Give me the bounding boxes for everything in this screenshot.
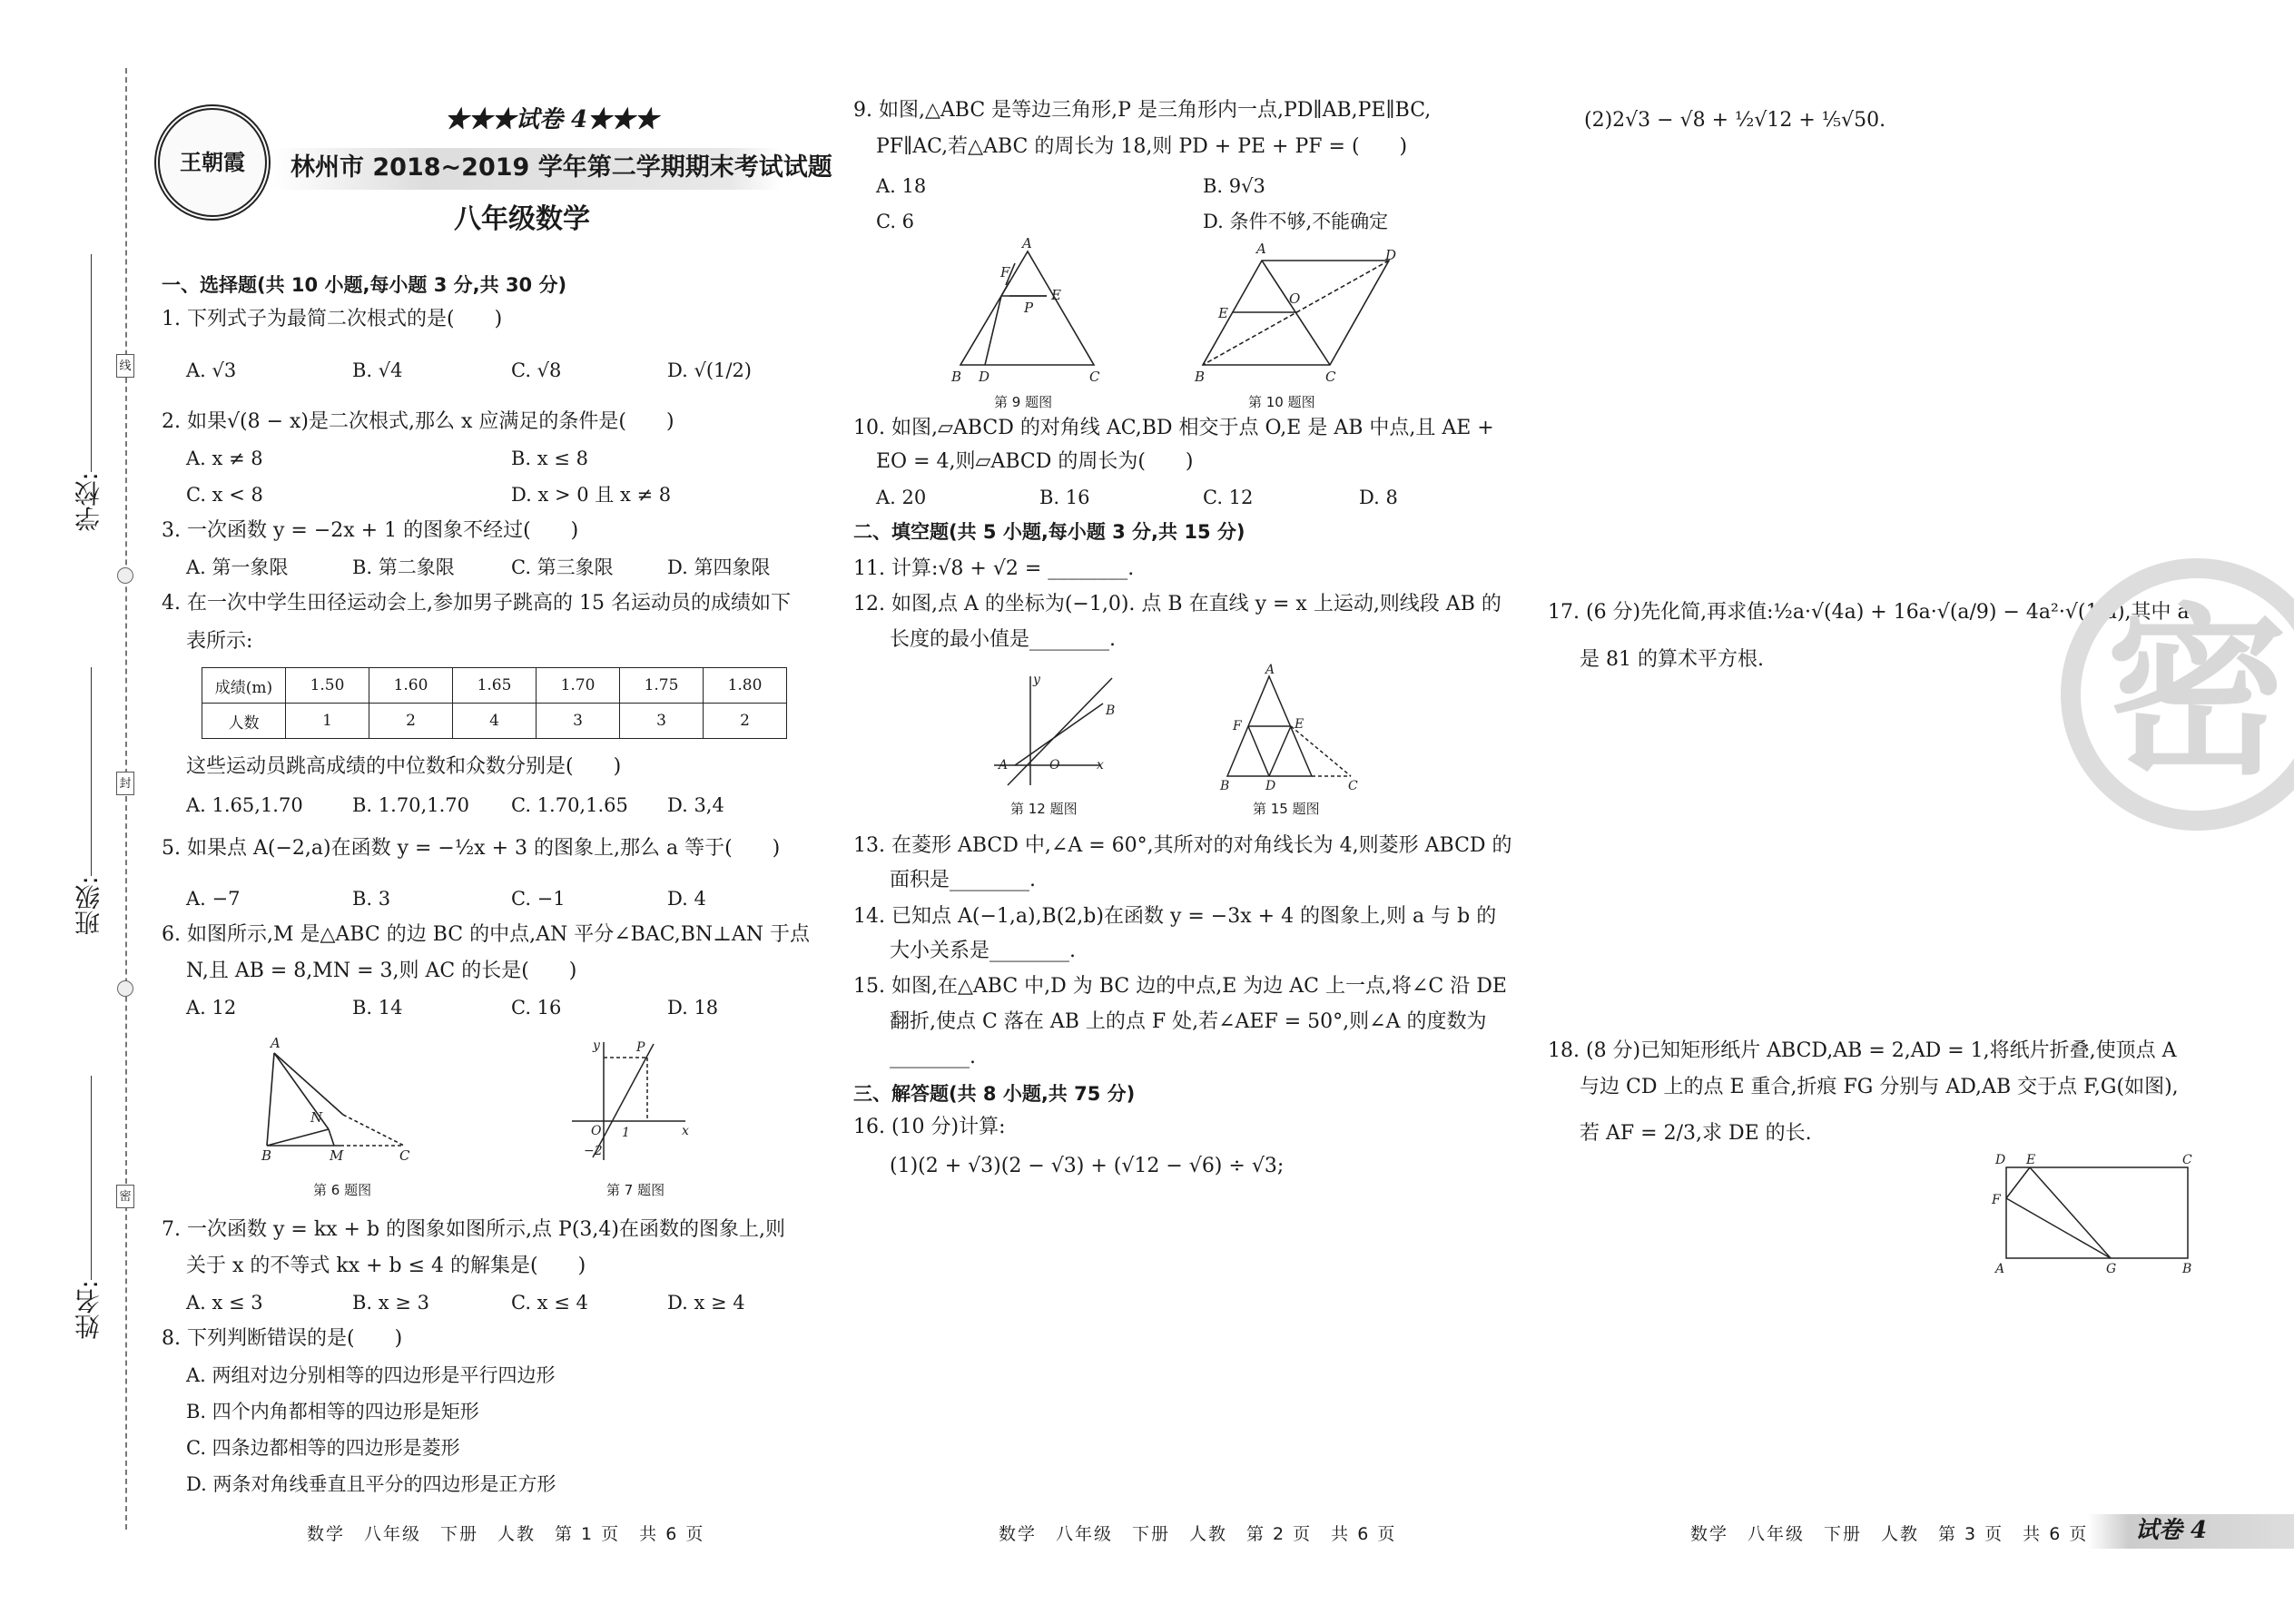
- q4-opt-d[interactable]: D. 3,4: [667, 794, 724, 816]
- logo-text: 王朝霞: [180, 149, 245, 175]
- svg-text:P: P: [1024, 300, 1034, 316]
- svg-text:A: A: [1256, 241, 1266, 257]
- svg-text:C: C: [1325, 369, 1336, 385]
- q6-opt-b[interactable]: B. 14: [352, 997, 403, 1019]
- q5-opt-b[interactable]: B. 3: [352, 888, 391, 910]
- table-cell: 3: [620, 704, 704, 739]
- section-fill: 二、填空题(共 5 小题,每小题 3 分,共 15 分): [853, 521, 1245, 543]
- q7-opt-c[interactable]: C. x ≤ 4: [511, 1292, 588, 1314]
- logo: [154, 104, 271, 221]
- seal-mark-secret: 密: [116, 1185, 134, 1208]
- q17-line2: 是 81 的算术平方根.: [1580, 648, 1764, 671]
- q18-line3: 若 AF = 2/3,求 DE 的长.: [1580, 1122, 1812, 1145]
- q1-opt-a[interactable]: A. √3: [186, 359, 237, 381]
- subject-title: 八年级数学: [454, 203, 590, 235]
- q6-opt-d[interactable]: D. 18: [667, 997, 719, 1019]
- q10-opt-d[interactable]: D. 8: [1359, 487, 1398, 508]
- footer-page1: 数学 八年级 下册 人教 第 1 页 共 6 页: [307, 1524, 705, 1544]
- q18-line1: 18. (8 分)已知矩形纸片 ABCD,AB = 2,AD = 1,将纸片折叠,使顶点 A: [1548, 1039, 2177, 1062]
- q6-opt-a[interactable]: A. 12: [186, 997, 237, 1019]
- svg-text:F: F: [1992, 1193, 2001, 1207]
- q14-line2: 大小关系是________.: [890, 940, 1076, 962]
- seal-mark-seal: 封: [116, 772, 134, 795]
- svg-text:y: y: [1033, 673, 1040, 687]
- q18-line2: 与边 CD 上的点 E 重合,折痕 FG 分别与 AD,AB 交于点 F,G(如图),: [1580, 1076, 2179, 1098]
- footer-page3: 数学 八年级 下册 人教 第 3 页 共 6 页: [1690, 1524, 2089, 1544]
- class-label: 班级:: [74, 876, 103, 936]
- svg-text:E: E: [1051, 287, 1061, 303]
- q1-opt-c[interactable]: C. √8: [511, 359, 562, 381]
- q5: 5. 如果点 A(−2,a)在函数 y = −½x + 3 的图象上,那么 a 等于( ): [162, 837, 781, 860]
- svg-text:B: B: [261, 1147, 272, 1162]
- figure-7: [567, 1035, 694, 1162]
- class-field[interactable]: [91, 667, 92, 876]
- svg-text:F: F: [1233, 719, 1242, 733]
- svg-text:F: F: [1000, 264, 1010, 281]
- q4-opt-c[interactable]: C. 1.70,1.65: [511, 794, 628, 816]
- q5-opt-a[interactable]: A. −7: [186, 888, 241, 910]
- q12-line1: 12. 如图,点 A 的坐标为(−1,0). 点 B 在直线 y = x 上运动,则线段 AB 的: [853, 593, 1501, 615]
- svg-text:G: G: [2106, 1262, 2117, 1274]
- table-cell: 1.75: [620, 668, 704, 704]
- svg-text:O: O: [1289, 290, 1301, 307]
- svg-text:E: E: [2026, 1153, 2036, 1167]
- svg-text:C: C: [1089, 369, 1100, 385]
- svg-text:A: A: [1265, 663, 1275, 677]
- q8-opt-b[interactable]: B. 四个内角都相等的四边形是矩形: [186, 1401, 479, 1422]
- q3: 3. 一次函数 y = −2x + 1 的图象不经过( ): [162, 519, 579, 542]
- table-cell: 1.80: [704, 668, 787, 704]
- svg-text:D: D: [979, 369, 990, 385]
- q2-opt-a[interactable]: A. x ≠ 8: [186, 448, 263, 469]
- score-table: [202, 667, 787, 739]
- table-cell: 1.60: [369, 668, 453, 704]
- seal-mark-line: 线: [116, 354, 134, 378]
- table-cell: 4: [453, 704, 537, 739]
- caption-fig6: 第 6 题图: [313, 1182, 372, 1198]
- svg-text:E: E: [1295, 717, 1305, 732]
- q7-opt-b[interactable]: B. x ≥ 3: [352, 1292, 429, 1314]
- table-cell: 成绩(m): [202, 668, 286, 704]
- q6-opt-c[interactable]: C. 16: [511, 997, 562, 1019]
- q9-line1: 9. 如图,△ABC 是等边三角形,P 是三角形内一点,PD∥AB,PE∥BC,: [853, 99, 1432, 122]
- q4-opt-b[interactable]: B. 1.70,1.70: [352, 794, 469, 816]
- svg-text:O: O: [1049, 758, 1060, 773]
- svg-text:1: 1: [622, 1126, 630, 1140]
- q10-opt-c[interactable]: C. 12: [1203, 487, 1254, 508]
- table-row: [202, 668, 787, 704]
- footer-badge: 试卷 4: [2135, 1517, 2208, 1544]
- caption-fig7: 第 7 题图: [606, 1182, 665, 1198]
- svg-text:A: A: [1995, 1262, 2005, 1274]
- paper-series: ★★★试卷 4★★★: [445, 106, 659, 133]
- figure-15: [1216, 663, 1371, 794]
- q10-line1: 10. 如图,▱ABCD 的对角线 AC,BD 相交于点 O,E 是 AB 中点,且 AE +: [853, 417, 1494, 439]
- q1: 1. 下列式子为最简二次根式的是( ): [162, 308, 503, 330]
- q7-opt-a[interactable]: A. x ≤ 3: [186, 1292, 263, 1314]
- school-field[interactable]: [91, 254, 92, 472]
- svg-text:A: A: [271, 1035, 281, 1051]
- hole-1: [117, 567, 133, 584]
- q4-opt-a[interactable]: A. 1.65,1.70: [186, 794, 303, 816]
- q9-opt-c[interactable]: C. 6: [876, 211, 915, 232]
- q3-opt-c[interactable]: C. 第三象限: [511, 556, 614, 578]
- svg-text:D: D: [1265, 779, 1276, 793]
- svg-text:−2: −2: [584, 1144, 603, 1158]
- table-cell: 人数: [202, 704, 286, 739]
- q8: 8. 下列判断错误的是( ): [162, 1327, 403, 1350]
- svg-text:B: B: [1220, 779, 1230, 793]
- table-cell: 1.50: [286, 668, 369, 704]
- q13-line1: 13. 在菱形 ABCD 中,∠A = 60°,其所对的对角线长为 4,则菱形 ABCD 的: [853, 834, 1512, 857]
- figure-10: [1189, 238, 1416, 388]
- svg-text:A: A: [1022, 238, 1032, 251]
- svg-text:D: D: [1385, 247, 1397, 263]
- q11: 11. 计算:√8 + √2 = ________.: [853, 557, 1135, 580]
- table-cell: 2: [704, 704, 787, 739]
- q1-opt-d[interactable]: D. √(1/2): [667, 359, 753, 381]
- q8-opt-a[interactable]: A. 两组对边分别相等的四边形是平行四边形: [186, 1364, 556, 1386]
- q3-opt-d[interactable]: D. 第四象限: [667, 556, 771, 578]
- q6-line2: N,且 AB = 8,MN = 3,则 AC 的长是( ): [186, 960, 577, 982]
- q9-opt-a[interactable]: A. 18: [876, 175, 927, 197]
- svg-text:N: N: [310, 1109, 323, 1126]
- q8-opt-d[interactable]: D. 两条对角线垂直且平分的四边形是正方形: [186, 1473, 556, 1495]
- svg-text:E: E: [1218, 305, 1228, 321]
- figure-9: [944, 238, 1117, 388]
- figure-6: [254, 1035, 427, 1162]
- q2-opt-c[interactable]: C. x < 8: [186, 484, 263, 506]
- q13-line2: 面积是________.: [890, 869, 1036, 891]
- q2-opt-d[interactable]: D. x > 0 且 x ≠ 8: [511, 484, 672, 506]
- q8-opt-c[interactable]: C. 四条边都相等的四边形是菱形: [186, 1437, 460, 1459]
- q15-line2: 翻折,使点 C 落在 AB 上的点 F 处,若∠AEF = 50°,则∠A 的度数为: [890, 1010, 1487, 1033]
- caption-fig15: 第 15 题图: [1253, 801, 1320, 817]
- q5-opt-c[interactable]: C. −1: [511, 888, 566, 910]
- table-cell: 1.70: [537, 668, 620, 704]
- q4-line1: 4. 在一次中学生田径运动会上,参加男子跳高的 15 名运动员的成绩如下: [162, 592, 791, 615]
- q7-line1: 7. 一次函数 y = kx + b 的图象如图所示,点 P(3,4)在函数的图象上,则: [162, 1218, 785, 1241]
- svg-text:B: B: [1195, 369, 1206, 385]
- hole-2: [117, 980, 133, 997]
- svg-text:O: O: [591, 1124, 602, 1138]
- table-cell: 2: [369, 704, 453, 739]
- table-cell: 3: [537, 704, 620, 739]
- q2: 2. 如果√(8 − x)是二次根式,那么 x 应满足的条件是( ): [162, 410, 674, 433]
- caption-fig12: 第 12 题图: [1010, 801, 1078, 817]
- svg-text:D: D: [1995, 1153, 2006, 1167]
- q16: 16. (10 分)计算:: [853, 1116, 1006, 1138]
- svg-text:P: P: [636, 1040, 645, 1055]
- q16-part2: (2)2√3 − √8 + ½√12 + ⅕√50.: [1584, 109, 1886, 132]
- q14-line1: 14. 已知点 A(−1,a),B(2,b)在函数 y = −3x + 4 的图象上,则 a 与 b 的: [853, 905, 1497, 928]
- svg-text:x: x: [1097, 758, 1104, 773]
- q9-opt-d[interactable]: D. 条件不够,不能确定: [1203, 211, 1389, 232]
- q15-line3: ________.: [890, 1046, 976, 1068]
- q12-line2: 长度的最小值是________.: [890, 628, 1116, 651]
- name-field[interactable]: [91, 1076, 92, 1280]
- school-label: 学校:: [74, 472, 103, 532]
- binding-line: [125, 68, 127, 1530]
- q5-opt-d[interactable]: D. 4: [667, 888, 706, 910]
- q4-line3: 这些运动员跳高成绩的中位数和众数分别是( ): [186, 755, 622, 778]
- q7-opt-d[interactable]: D. x ≥ 4: [667, 1292, 745, 1314]
- svg-text:C: C: [2182, 1153, 2192, 1167]
- svg-text:y: y: [593, 1038, 600, 1053]
- q2-opt-b[interactable]: B. x ≤ 8: [511, 448, 588, 469]
- q1-opt-b[interactable]: B. √4: [352, 359, 403, 381]
- q10-opt-a[interactable]: A. 20: [876, 487, 927, 508]
- figure-12: [989, 667, 1126, 790]
- q16-part1: (1)(2 + √3)(2 − √3) + (√12 − √6) ÷ √3;: [890, 1155, 1285, 1177]
- svg-text:B: B: [2182, 1262, 2192, 1274]
- footer-page2: 数学 八年级 下册 人教 第 2 页 共 6 页: [999, 1524, 1397, 1544]
- section-answer: 三、解答题(共 8 小题,共 75 分): [853, 1083, 1136, 1105]
- q3-opt-a[interactable]: A. 第一象限: [186, 556, 289, 578]
- q9-opt-b[interactable]: B. 9√3: [1203, 175, 1265, 197]
- q3-opt-b[interactable]: B. 第二象限: [352, 556, 455, 578]
- svg-text:C: C: [1348, 779, 1358, 793]
- caption-fig10: 第 10 题图: [1248, 394, 1315, 410]
- table-row: [202, 704, 787, 739]
- q10-opt-b[interactable]: B. 16: [1039, 487, 1090, 508]
- caption-fig9: 第 9 题图: [994, 394, 1053, 410]
- name-label: 姓名:: [74, 1280, 103, 1340]
- table-cell: 1.65: [453, 668, 537, 704]
- q4-line2: 表所示:: [186, 630, 253, 653]
- section-choice: 一、选择题(共 10 小题,每小题 3 分,共 30 分): [162, 274, 567, 296]
- q7-line2: 关于 x 的不等式 kx + b ≤ 4 的解集是( ): [186, 1255, 586, 1277]
- q15-line1: 15. 如图,在△ABC 中,D 为 BC 边的中点,E 为边 AC 上一点,将∠C 沿 DE: [853, 975, 1507, 998]
- svg-text:M: M: [330, 1147, 344, 1162]
- q17-line1: 17. (6 分)先化简,再求值:½a·√(4a) + 16a·√(a/9) − 4a²·√(1/a),其中 a: [1548, 601, 2190, 624]
- q9-line2: PF∥AC,若△ABC 的周长为 18,则 PD + PE + PF = ( ): [876, 135, 1408, 158]
- secret-watermark: 密: [2061, 558, 2294, 831]
- figure-18: [1988, 1151, 2206, 1274]
- svg-text:B: B: [951, 369, 962, 385]
- svg-text:A: A: [999, 758, 1009, 773]
- exam-title: 林州市 2018~2019 学年第二学期期末考试试题: [290, 153, 832, 182]
- q6-line1: 6. 如图所示,M 是△ABC 的边 BC 的中点,AN 平分∠BAC,BN⊥AN 于点: [162, 923, 810, 946]
- svg-text:B: B: [1106, 704, 1116, 718]
- q10-line2: EO = 4,则▱ABCD 的周长为( ): [876, 450, 1194, 473]
- svg-text:x: x: [682, 1124, 689, 1138]
- table-cell: 1: [286, 704, 369, 739]
- svg-text:C: C: [399, 1147, 410, 1162]
